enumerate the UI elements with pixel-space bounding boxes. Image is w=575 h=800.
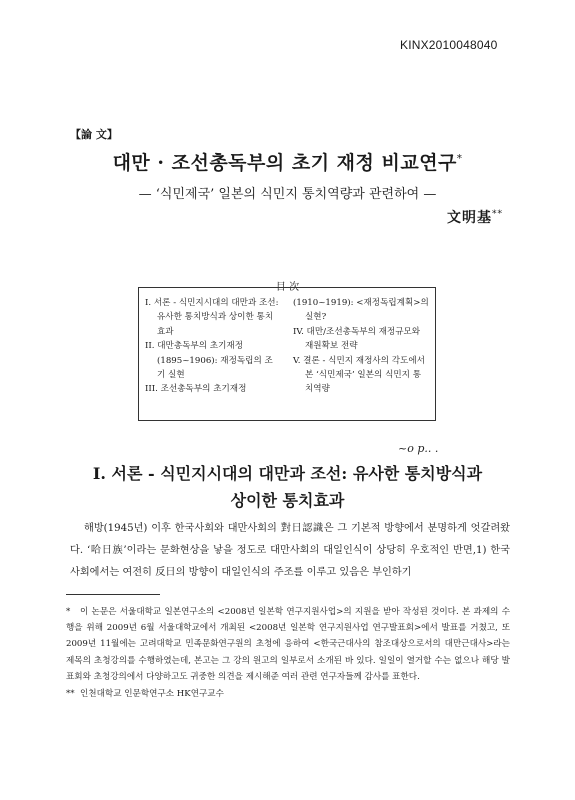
section-heading xyxy=(0,460,575,514)
toc-item: II. 대만총독부의 초기재정(1895~1906): 재정독립의 조기 실현 xyxy=(145,341,273,381)
author-name: 文明基 xyxy=(447,210,492,226)
section-heading-line1: I. 서론 - 식민지시대의 대만과 조선: 유사한 통치방식과 xyxy=(92,464,483,483)
footnote-mark: * xyxy=(66,607,71,617)
toc-item: (1910~1919): <재정독립계획>의 실현? xyxy=(293,298,429,323)
section-heading-line2: 상이한 통치효과 xyxy=(230,491,345,510)
toc-item: IV. 대만/조선총독부의 재정규모와 재원확보 전략 xyxy=(293,326,421,352)
author xyxy=(447,207,503,227)
paper-title-text: 대만 · 조선총독부의 초기 재정 비교연구 xyxy=(112,152,457,174)
toc-right-column xyxy=(293,296,429,416)
table-of-contents xyxy=(138,287,436,421)
toc-left-column xyxy=(145,296,281,416)
body-paragraph-text: 해방(1945년) 이후 한국사회와 대만사회의 對日認識은 그 기본적 방향에서 분명하게 엇갈려왔다. ‘哈日族’이라는 문화현상을 낳을 정도로 대만사회의 대일인식이 상당히 우호적인 반면,1) 한국사회에서는 여전히 反日의 방향이 대일인식의 주조를 이루고 있음은 부인하기 xyxy=(70,523,510,578)
footnote-mark: ** xyxy=(66,689,75,699)
footnote xyxy=(66,686,510,702)
author-footnote-mark: ** xyxy=(492,209,503,220)
paper-title xyxy=(0,148,575,175)
toc-heading: 目 次 xyxy=(275,282,300,293)
footnote-divider xyxy=(66,594,160,595)
handwritten-annotation: ~o p.. . xyxy=(398,442,439,455)
body-paragraph xyxy=(70,518,510,584)
paper-subtitle: — ‘식민제국’ 일본의 식민지 통치역량과 관련하여 — xyxy=(138,187,437,202)
section-label: 【論 文】 xyxy=(70,128,118,141)
document-id: KINX2010048040 xyxy=(400,38,498,52)
title-footnote-mark: * xyxy=(456,153,463,165)
toc-item: III. 조선총독부의 초기재정 xyxy=(145,384,247,395)
toc-item: I. 서론 - 식민지시대의 대만과 조선: 유사한 통치방식과 상이한 통치효과 xyxy=(145,298,279,337)
footnote-text: 이 논문은 서울대학교 일본연구소의 <2008년 일본학 연구지원사업>의 지원을 받아 작성된 것이다. 본 과제의 수행을 위해 2009년 6월 서울대학교에서 개최된 <2008년 일본학 연구지원사업 연구발표회>에서 발표를 거쳤고, 또 2009년 11월에는 고려대학교 민족문화연구원의 초청에 응하여 <한국근대사의 참조대상으로서의 대만근대사>라는 제목의 초청강의를 수행하였는데, 본고는 그 강의 원고의 일부로서 소개된 바 있다. 일일이 열거할 수는 없으나 해당 발표회와 초청강의에서 다양하고도 귀중한 의견을 제시해준 여러 관련 연구자들께 감사를 표한다. xyxy=(66,607,510,682)
footnote-text: 인천대학교 인문학연구소 HK연구교수 xyxy=(80,689,224,699)
footnote xyxy=(66,604,510,685)
toc-item: V. 결론 - 식민지 재정사의 각도에서 본 ‘식민제국’ 일본의 식민지 통치역량 xyxy=(293,355,425,395)
